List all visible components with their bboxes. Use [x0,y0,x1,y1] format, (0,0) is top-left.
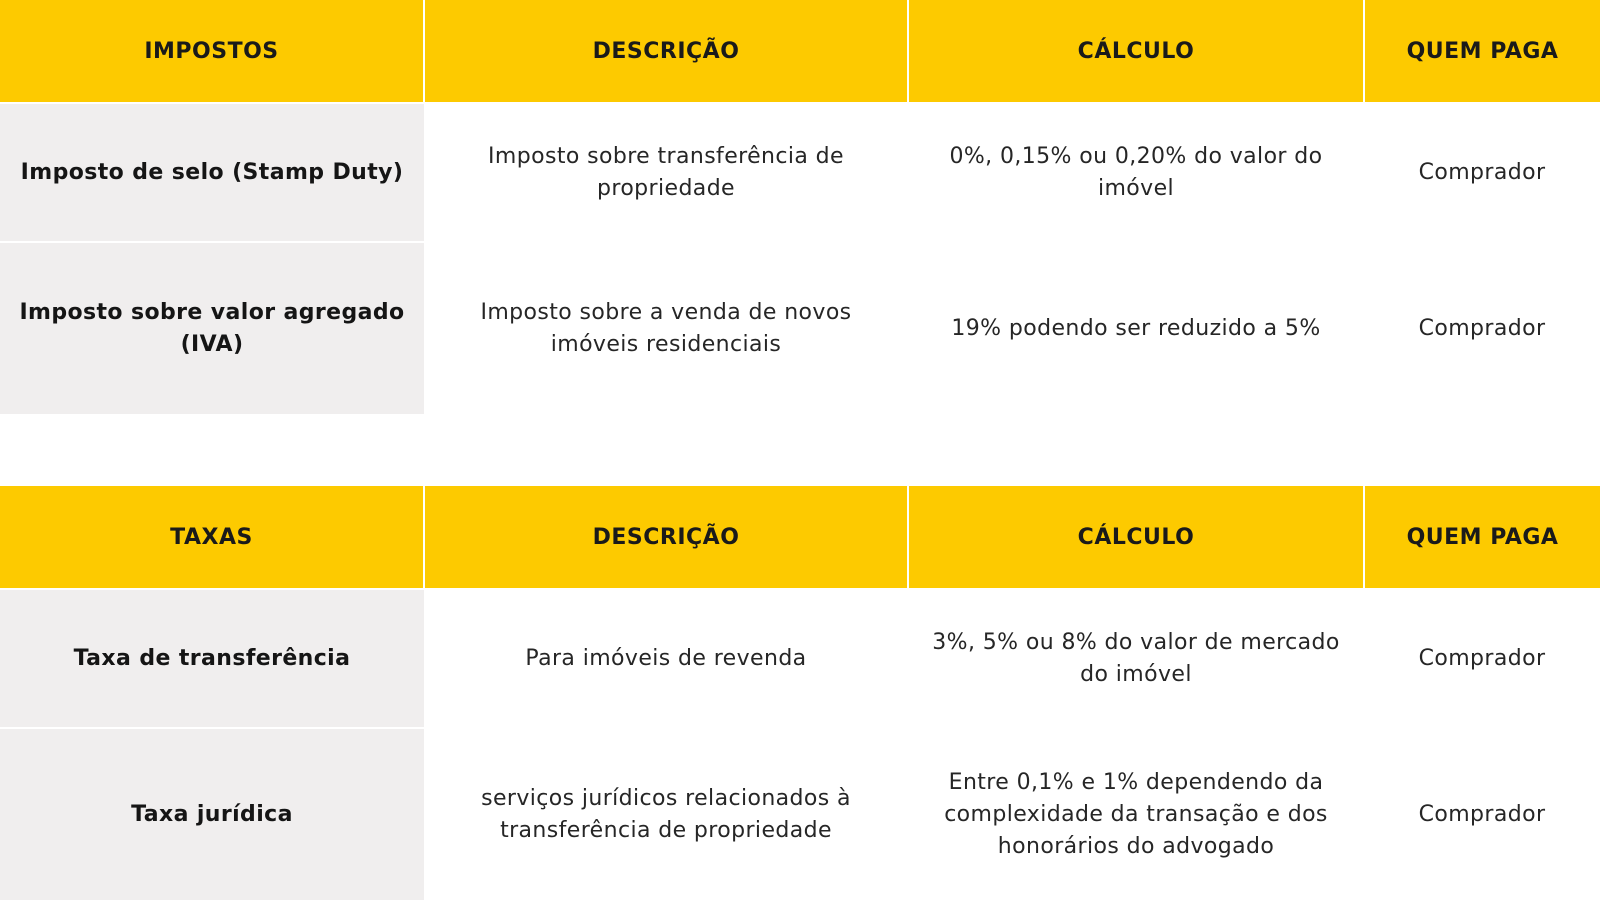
descricao-cell: Imposto sobre transferência de propriedade [488,144,844,201]
quem-paga-cell: Comprador [1418,801,1546,827]
table-row [0,242,1600,415]
header-impostos: IMPOSTOS [0,0,424,103]
table-header-row [0,486,1600,589]
quem-paga-cell: Comprador [1418,160,1546,185]
taxas-table [0,486,1600,902]
table-row [0,103,1600,242]
header-quem-paga: QUEM PAGA [1364,486,1600,589]
calculo-cell: 19% podendo ser reduzido a 5% [951,315,1321,341]
row-name-cell: Imposto sobre valor agregado (IVA) [0,242,424,415]
descricao-cell: serviços jurídicos relacionados à transferência de propriedade [481,785,851,843]
quem-paga-cell: Comprador [1418,315,1546,341]
table-header-row [0,0,1600,103]
header-descricao: DESCRIÇÃO [424,486,908,589]
table-row [0,589,1600,728]
row-name-cell: Taxa jurídica [0,728,424,901]
calculo-cell: 3%, 5% ou 8% do valor de mercado do imóvel [932,630,1340,687]
descricao-cell: Para imóveis de revenda [525,646,807,671]
header-quem-paga: QUEM PAGA [1364,0,1600,103]
impostos-table [0,0,1600,416]
quem-paga-cell: Comprador [1418,646,1546,671]
descricao-cell: Imposto sobre a venda de novos imóveis residenciais [480,299,852,357]
header-descricao: DESCRIÇÃO [424,0,908,103]
calculo-cell: Entre 0,1% e 1% dependendo da complexidade da transação e dos honorários do advogado [944,769,1328,859]
row-name-cell: Imposto de selo (Stamp Duty) [0,103,424,242]
header-taxas: TAXAS [0,486,424,589]
header-calculo: CÁLCULO [908,0,1364,103]
table-row [0,728,1600,901]
row-name-cell: Taxa de transferência [0,589,424,728]
header-calculo: CÁLCULO [908,486,1364,589]
calculo-cell: 0%, 0,15% ou 0,20% do valor do imóvel [949,144,1323,201]
